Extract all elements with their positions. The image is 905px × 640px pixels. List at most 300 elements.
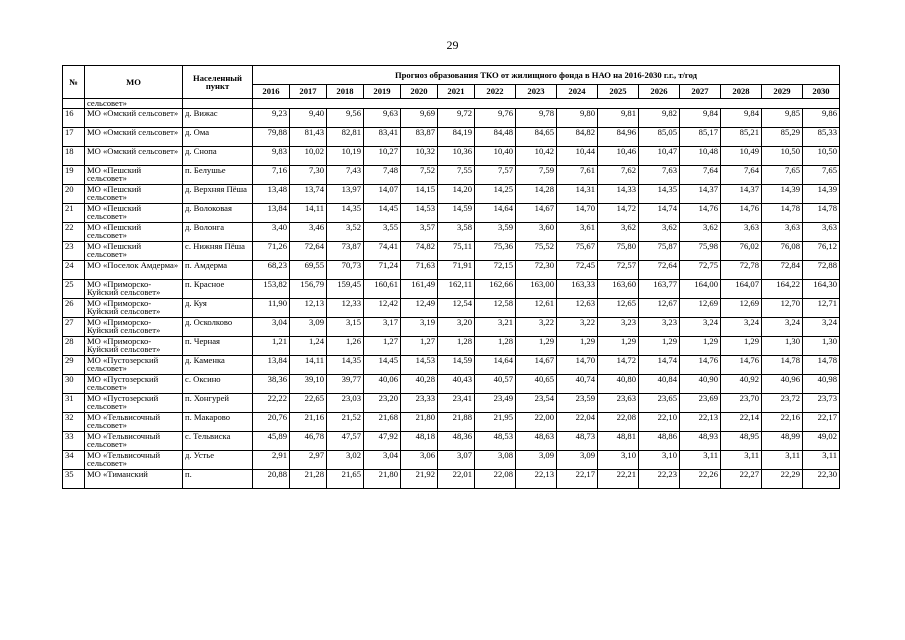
value-cell: 23,49 [475, 394, 516, 413]
municipality-cell: МО «Приморско-Куйский сельсовет» [85, 299, 183, 318]
value-cell: 14,11 [290, 356, 327, 375]
value-cell: 3,58 [438, 223, 475, 242]
municipality-cell: МО «Приморско-Куйский сельсовет» [85, 280, 183, 299]
settlement-cell: д. Волоковая [183, 204, 253, 223]
row-number: 17 [63, 128, 85, 147]
value-cell: 72,45 [557, 261, 598, 280]
header-year: 2028 [721, 85, 762, 99]
header-year: 2021 [438, 85, 475, 99]
value-cell: 20,76 [253, 413, 290, 432]
table-row [63, 318, 840, 337]
value-cell: 12,70 [762, 299, 803, 318]
value-cell: 76,12 [803, 242, 840, 261]
value-cell: 1,29 [557, 337, 598, 356]
settlement-cell: п. Амдерма [183, 261, 253, 280]
value-cell: 14,74 [639, 204, 680, 223]
header-year: 2025 [598, 85, 639, 99]
value-cell: 10,49 [721, 147, 762, 166]
value-cell: 21,92 [401, 470, 438, 489]
value-cell: 76,08 [762, 242, 803, 261]
value-cell: 70,73 [327, 261, 364, 280]
header-year: 2019 [364, 85, 401, 99]
header-number: № [63, 66, 85, 99]
value-cell: 23,63 [598, 394, 639, 413]
value-cell: 7,64 [721, 166, 762, 185]
value-cell: 48,36 [438, 432, 475, 451]
value-cell: 73,87 [327, 242, 364, 261]
header-municipality: МО [85, 66, 183, 99]
value-cell: 10,50 [762, 147, 803, 166]
value-cell: 21,88 [438, 413, 475, 432]
row-number: 35 [63, 470, 85, 489]
value-cell: 1,29 [598, 337, 639, 356]
value-cell: 72,88 [803, 261, 840, 280]
value-cell: 10,19 [327, 147, 364, 166]
value-cell: 72,84 [762, 261, 803, 280]
value-cell: 7,48 [364, 166, 401, 185]
value-cell: 3,11 [680, 451, 721, 470]
value-cell: 3,09 [516, 451, 557, 470]
value-cell: 22,29 [762, 470, 803, 489]
settlement-cell: д. Ома [183, 128, 253, 147]
value-cell: 48,95 [721, 432, 762, 451]
value-cell: 3,11 [721, 451, 762, 470]
value-cell: 9,86 [803, 109, 840, 128]
value-cell: 23,73 [803, 394, 840, 413]
value-cell: 9,85 [762, 109, 803, 128]
value-cell: 3,61 [557, 223, 598, 242]
value-cell: 9,83 [253, 147, 290, 166]
value-cell: 3,57 [401, 223, 438, 242]
value-cell: 10,46 [598, 147, 639, 166]
settlement-cell: п. Макарово [183, 413, 253, 432]
value-cell: 163,33 [557, 280, 598, 299]
municipality-cell: МО «Пешский сельсовет» [85, 166, 183, 185]
municipality-cell: МО «Омский сельсовет» [85, 147, 183, 166]
value-cell: 9,78 [516, 109, 557, 128]
value-cell: 3,08 [475, 451, 516, 470]
value-cell: 14,78 [762, 356, 803, 375]
value-cell: 83,87 [401, 128, 438, 147]
value-cell: 22,21 [598, 470, 639, 489]
value-cell: 14,59 [438, 356, 475, 375]
table-row [63, 109, 840, 128]
table-row [63, 337, 840, 356]
value-cell: 12,61 [516, 299, 557, 318]
row-number: 22 [63, 223, 85, 242]
value-cell: 7,43 [327, 166, 364, 185]
value-cell: 22,08 [598, 413, 639, 432]
value-cell: 12,54 [438, 299, 475, 318]
value-cell: 1,27 [401, 337, 438, 356]
value-cell: 14,37 [721, 185, 762, 204]
continuation-settlement [183, 99, 253, 109]
municipality-cell: МО «Пешский сельсовет» [85, 204, 183, 223]
value-cell: 75,67 [557, 242, 598, 261]
value-cell: 23,69 [680, 394, 721, 413]
value-cell: 40,92 [721, 375, 762, 394]
continuation-row [63, 99, 840, 109]
value-cell: 38,36 [253, 375, 290, 394]
value-cell: 1,30 [803, 337, 840, 356]
continuation-number [63, 99, 85, 109]
value-cell: 14,25 [475, 185, 516, 204]
value-cell: 1,29 [680, 337, 721, 356]
settlement-cell: д. Куя [183, 299, 253, 318]
header-settlement: Населенный пункт [183, 66, 253, 99]
value-cell: 14,78 [803, 204, 840, 223]
value-cell: 10,32 [401, 147, 438, 166]
value-cell: 22,13 [516, 470, 557, 489]
value-cell: 159,45 [327, 280, 364, 299]
value-cell: 23,20 [364, 394, 401, 413]
row-number: 34 [63, 451, 85, 470]
settlement-cell: д. Устье [183, 451, 253, 470]
value-cell: 14,45 [364, 356, 401, 375]
value-cell: 40,84 [639, 375, 680, 394]
value-cell: 10,27 [364, 147, 401, 166]
value-cell: 1,27 [364, 337, 401, 356]
value-cell: 72,64 [290, 242, 327, 261]
value-cell: 21,65 [327, 470, 364, 489]
value-cell: 75,98 [680, 242, 721, 261]
row-number: 25 [63, 280, 85, 299]
value-cell: 9,40 [290, 109, 327, 128]
value-cell: 10,02 [290, 147, 327, 166]
value-cell: 71,91 [438, 261, 475, 280]
value-cell: 1,28 [475, 337, 516, 356]
value-cell: 3,22 [516, 318, 557, 337]
value-cell: 14,78 [803, 356, 840, 375]
header-year: 2022 [475, 85, 516, 99]
value-cell: 48,53 [475, 432, 516, 451]
table-row [63, 223, 840, 242]
header-year: 2030 [803, 85, 840, 99]
value-cell: 69,55 [290, 261, 327, 280]
value-cell: 3,62 [639, 223, 680, 242]
value-cell: 3,40 [253, 223, 290, 242]
value-cell: 22,10 [639, 413, 680, 432]
value-cell: 9,84 [680, 109, 721, 128]
header-year: 2029 [762, 85, 803, 99]
value-cell: 12,69 [721, 299, 762, 318]
row-number: 29 [63, 356, 85, 375]
value-cell: 13,48 [253, 185, 290, 204]
value-cell: 12,49 [401, 299, 438, 318]
municipality-cell: МО «Омский сельсовет» [85, 128, 183, 147]
value-cell: 14,53 [401, 204, 438, 223]
value-cell: 11,90 [253, 299, 290, 318]
value-cell: 83,41 [364, 128, 401, 147]
value-cell: 3,06 [401, 451, 438, 470]
settlement-cell: с. Нижняя Пёша [183, 242, 253, 261]
value-cell: 39,10 [290, 375, 327, 394]
row-number: 33 [63, 432, 85, 451]
value-cell: 22,17 [557, 470, 598, 489]
value-cell: 14,35 [639, 185, 680, 204]
settlement-cell: д. Верхняя Пёша [183, 185, 253, 204]
settlement-cell: д. Каменка [183, 356, 253, 375]
row-number: 28 [63, 337, 85, 356]
value-cell: 75,87 [639, 242, 680, 261]
value-cell: 10,47 [639, 147, 680, 166]
settlement-cell: д. Осколково [183, 318, 253, 337]
value-cell: 48,73 [557, 432, 598, 451]
value-cell: 3,07 [438, 451, 475, 470]
value-cell: 12,67 [639, 299, 680, 318]
value-cell: 3,52 [327, 223, 364, 242]
value-cell: 22,01 [438, 470, 475, 489]
value-cell: 13,97 [327, 185, 364, 204]
value-cell: 47,57 [327, 432, 364, 451]
value-cell: 85,29 [762, 128, 803, 147]
value-cell: 3,23 [639, 318, 680, 337]
value-cell: 14,35 [327, 204, 364, 223]
header-forecast-title: Прогноз образования ТКО от жилищного фонда в НАО на 2016-2030 г.г., т/год [253, 66, 840, 85]
value-cell: 14,20 [438, 185, 475, 204]
value-cell: 48,63 [516, 432, 557, 451]
value-cell: 9,84 [721, 109, 762, 128]
value-cell: 23,41 [438, 394, 475, 413]
value-cell: 12,65 [598, 299, 639, 318]
value-cell: 14,59 [438, 204, 475, 223]
value-cell: 84,65 [516, 128, 557, 147]
value-cell: 1,21 [253, 337, 290, 356]
table-row [63, 261, 840, 280]
value-cell: 48,18 [401, 432, 438, 451]
value-cell: 14,37 [680, 185, 721, 204]
value-cell: 3,63 [762, 223, 803, 242]
municipality-cell: МО «Пустозерский сельсовет» [85, 375, 183, 394]
value-cell: 21,68 [364, 413, 401, 432]
header-year: 2023 [516, 85, 557, 99]
value-cell: 14,72 [598, 356, 639, 375]
value-cell: 3,22 [557, 318, 598, 337]
value-cell: 7,30 [290, 166, 327, 185]
row-number: 16 [63, 109, 85, 128]
value-cell: 163,60 [598, 280, 639, 299]
value-cell: 1,30 [762, 337, 803, 356]
value-cell: 7,55 [438, 166, 475, 185]
value-cell: 12,42 [364, 299, 401, 318]
header-year: 2026 [639, 85, 680, 99]
value-cell: 14,33 [598, 185, 639, 204]
value-cell: 23,03 [327, 394, 364, 413]
value-cell: 14,74 [639, 356, 680, 375]
row-number: 19 [63, 166, 85, 185]
table-row [63, 185, 840, 204]
value-cell: 163,00 [516, 280, 557, 299]
row-number: 23 [63, 242, 85, 261]
value-cell: 12,13 [290, 299, 327, 318]
table-row [63, 128, 840, 147]
value-cell: 14,76 [721, 356, 762, 375]
value-cell: 14,67 [516, 204, 557, 223]
value-cell: 9,82 [639, 109, 680, 128]
table-row [63, 394, 840, 413]
value-cell: 23,54 [516, 394, 557, 413]
value-cell: 23,72 [762, 394, 803, 413]
value-cell: 46,78 [290, 432, 327, 451]
value-cell: 23,59 [557, 394, 598, 413]
value-cell: 72,30 [516, 261, 557, 280]
value-cell: 21,80 [401, 413, 438, 432]
value-cell: 1,29 [516, 337, 557, 356]
value-cell: 10,42 [516, 147, 557, 166]
value-cell: 39,77 [327, 375, 364, 394]
value-cell: 9,81 [598, 109, 639, 128]
value-cell: 13,74 [290, 185, 327, 204]
value-cell: 7,59 [516, 166, 557, 185]
value-cell: 3,04 [364, 451, 401, 470]
table-row [63, 166, 840, 185]
value-cell: 7,52 [401, 166, 438, 185]
settlement-cell: п. Хонгурей [183, 394, 253, 413]
value-cell: 3,15 [327, 318, 364, 337]
value-cell: 3,24 [721, 318, 762, 337]
settlement-cell: с. Тельвиска [183, 432, 253, 451]
row-number: 30 [63, 375, 85, 394]
table-row [63, 356, 840, 375]
continuation-values [253, 99, 840, 109]
value-cell: 10,36 [438, 147, 475, 166]
value-cell: 3,20 [438, 318, 475, 337]
value-cell: 3,62 [680, 223, 721, 242]
value-cell: 3,09 [290, 318, 327, 337]
value-cell: 40,57 [475, 375, 516, 394]
value-cell: 13,84 [253, 204, 290, 223]
continuation-municipality: сельсовет» [85, 99, 183, 109]
value-cell: 85,17 [680, 128, 721, 147]
value-cell: 14,35 [327, 356, 364, 375]
tko-forecast-table [62, 65, 840, 489]
municipality-cell: МО «Пешский сельсовет» [85, 223, 183, 242]
value-cell: 153,82 [253, 280, 290, 299]
value-cell: 21,80 [364, 470, 401, 489]
row-number: 21 [63, 204, 85, 223]
value-cell: 84,19 [438, 128, 475, 147]
value-cell: 22,13 [680, 413, 721, 432]
value-cell: 14,64 [475, 204, 516, 223]
municipality-cell: МО «Тельвисочный сельсовет» [85, 413, 183, 432]
municipality-cell: МО «Приморско-Куйский сельсовет» [85, 318, 183, 337]
value-cell: 76,02 [721, 242, 762, 261]
value-cell: 14,39 [762, 185, 803, 204]
value-cell: 156,79 [290, 280, 327, 299]
value-cell: 74,82 [401, 242, 438, 261]
value-cell: 75,52 [516, 242, 557, 261]
value-cell: 12,69 [680, 299, 721, 318]
value-cell: 160,61 [364, 280, 401, 299]
value-cell: 9,56 [327, 109, 364, 128]
value-cell: 48,86 [639, 432, 680, 451]
value-cell: 9,63 [364, 109, 401, 128]
row-number: 24 [63, 261, 85, 280]
value-cell: 84,96 [598, 128, 639, 147]
header-year: 2016 [253, 85, 290, 99]
value-cell: 22,00 [516, 413, 557, 432]
value-cell: 3,17 [364, 318, 401, 337]
value-cell: 48,81 [598, 432, 639, 451]
value-cell: 7,62 [598, 166, 639, 185]
value-cell: 79,88 [253, 128, 290, 147]
settlement-cell: п. [183, 470, 253, 489]
value-cell: 68,23 [253, 261, 290, 280]
value-cell: 72,78 [721, 261, 762, 280]
value-cell: 3,60 [516, 223, 557, 242]
municipality-cell: МО «Пустозерский сельсовет» [85, 394, 183, 413]
value-cell: 14,28 [516, 185, 557, 204]
value-cell: 9,72 [438, 109, 475, 128]
value-cell: 81,43 [290, 128, 327, 147]
settlement-cell: п. Красное [183, 280, 253, 299]
value-cell: 3,24 [762, 318, 803, 337]
value-cell: 2,97 [290, 451, 327, 470]
value-cell: 14,76 [721, 204, 762, 223]
value-cell: 1,29 [721, 337, 762, 356]
settlement-cell: д. Волонга [183, 223, 253, 242]
value-cell: 23,65 [639, 394, 680, 413]
value-cell: 3,10 [639, 451, 680, 470]
value-cell: 84,82 [557, 128, 598, 147]
value-cell: 22,27 [721, 470, 762, 489]
value-cell: 40,90 [680, 375, 721, 394]
value-cell: 22,04 [557, 413, 598, 432]
table-row [63, 242, 840, 261]
value-cell: 21,52 [327, 413, 364, 432]
row-number: 32 [63, 413, 85, 432]
value-cell: 14,15 [401, 185, 438, 204]
value-cell: 3,24 [680, 318, 721, 337]
value-cell: 40,74 [557, 375, 598, 394]
municipality-cell: МО «Тельвисочный сельсовет» [85, 432, 183, 451]
value-cell: 3,11 [762, 451, 803, 470]
table-row [63, 470, 840, 489]
value-cell: 7,65 [762, 166, 803, 185]
table-row [63, 451, 840, 470]
value-cell: 7,57 [475, 166, 516, 185]
table-row [63, 280, 840, 299]
row-number: 18 [63, 147, 85, 166]
municipality-cell: МО «Пустозерский сельсовет» [85, 356, 183, 375]
value-cell: 3,19 [401, 318, 438, 337]
value-cell: 14,11 [290, 204, 327, 223]
value-cell: 13,84 [253, 356, 290, 375]
value-cell: 9,69 [401, 109, 438, 128]
value-cell: 3,21 [475, 318, 516, 337]
value-cell: 9,76 [475, 109, 516, 128]
value-cell: 47,92 [364, 432, 401, 451]
value-cell: 10,50 [803, 147, 840, 166]
value-cell: 23,70 [721, 394, 762, 413]
value-cell: 40,43 [438, 375, 475, 394]
value-cell: 9,23 [253, 109, 290, 128]
value-cell: 3,11 [803, 451, 840, 470]
value-cell: 10,40 [475, 147, 516, 166]
value-cell: 14,31 [557, 185, 598, 204]
value-cell: 3,09 [557, 451, 598, 470]
header-year: 2020 [401, 85, 438, 99]
value-cell: 3,62 [598, 223, 639, 242]
value-cell: 14,53 [401, 356, 438, 375]
value-cell: 164,30 [803, 280, 840, 299]
value-cell: 72,57 [598, 261, 639, 280]
value-cell: 85,33 [803, 128, 840, 147]
value-cell: 22,26 [680, 470, 721, 489]
value-cell: 162,66 [475, 280, 516, 299]
table-row [63, 432, 840, 451]
value-cell: 7,64 [680, 166, 721, 185]
